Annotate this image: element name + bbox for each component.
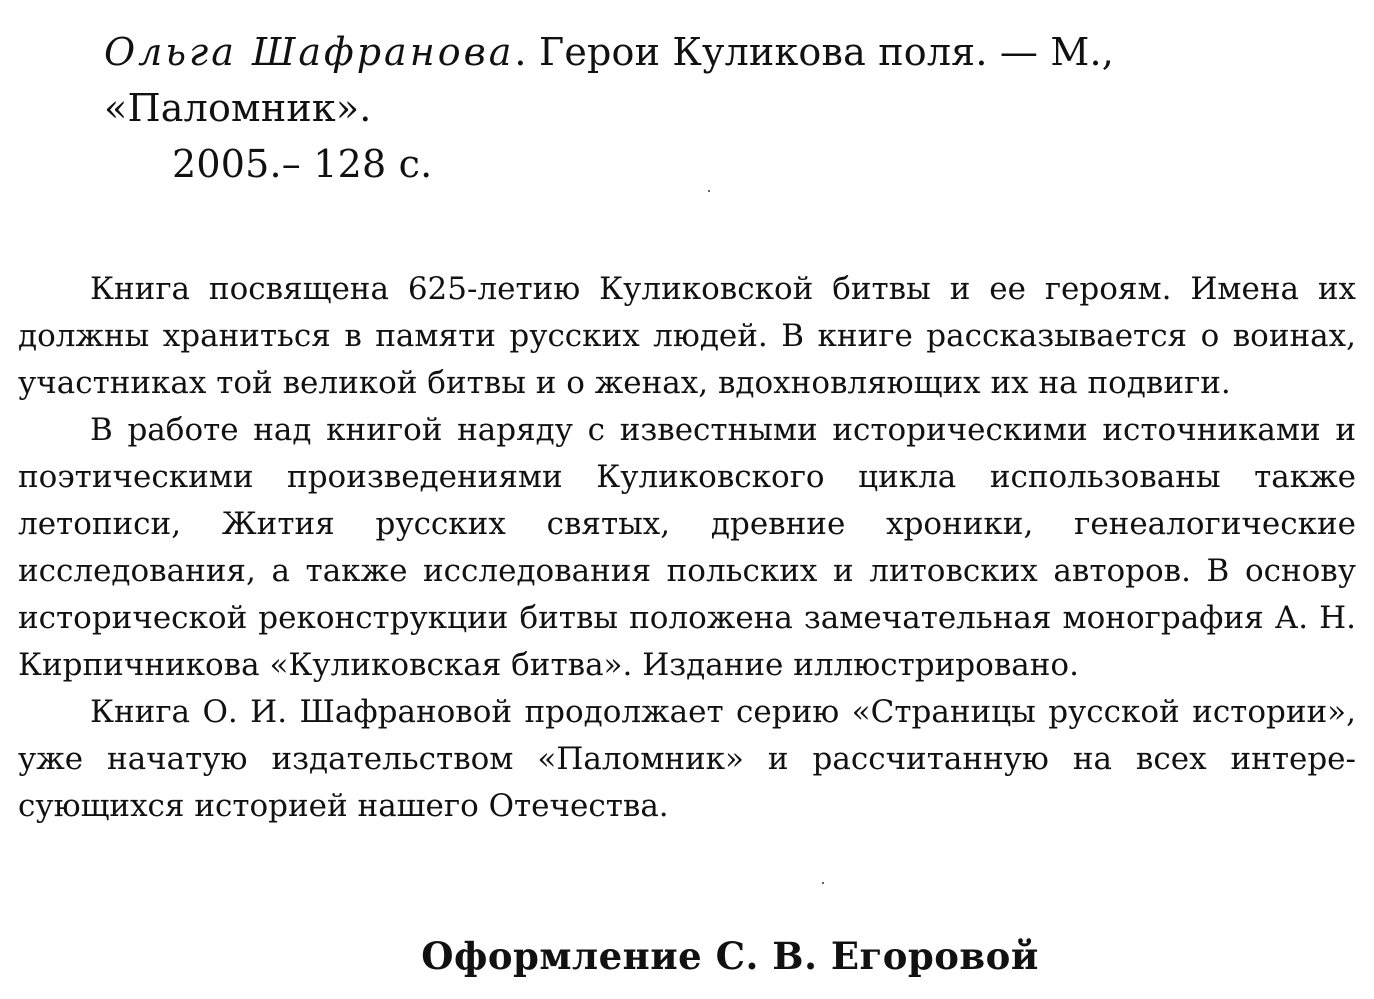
- book-annotation: [18, 266, 1356, 830]
- design-credit: Оформление С. В. Егоровой: [421, 934, 1039, 978]
- bibliographic-citation: [104, 24, 1304, 192]
- annotation-paragraph-1: Книга посвящена 625-летию Куликовской битвы и ее героям. Имена их должны храниться в памяти русских людей. В книге рассказывается о воинах, участниках той великой битвы и о женах, вдохновляющих их на подвиги.: [18, 271, 1356, 401]
- scan-speck: [822, 882, 824, 884]
- scan-speck: [708, 190, 710, 192]
- citation-author: Ольга Шафранова: [104, 30, 515, 74]
- citation-title-publisher: . Герои Куликова поля. — М., «Паломник».: [104, 30, 1115, 130]
- annotation-paragraph-2: В работе над книгой наряду с известными историческими источниками и поэтическими произведениями Куликовского цикла использованы также летописи, Жития русских святых, древние хроники, генеалогические исследования, а также исследования польских и литовских авторов. В основу исторической реконструкции битвы положена замечательная монография А. Н. Кирпичникова «Куликовская битва». Издание иллюстрировано.: [18, 412, 1356, 683]
- citation-year-pages: 2005.– 128 с.: [172, 142, 433, 186]
- annotation-paragraph-3: Книга О. И. Шафрановой продолжает серию «Страницы русской истории», уже начатую издательством «Паломник» и рассчитанную на всех интересующихся историей нашего Отечества.: [18, 694, 1356, 824]
